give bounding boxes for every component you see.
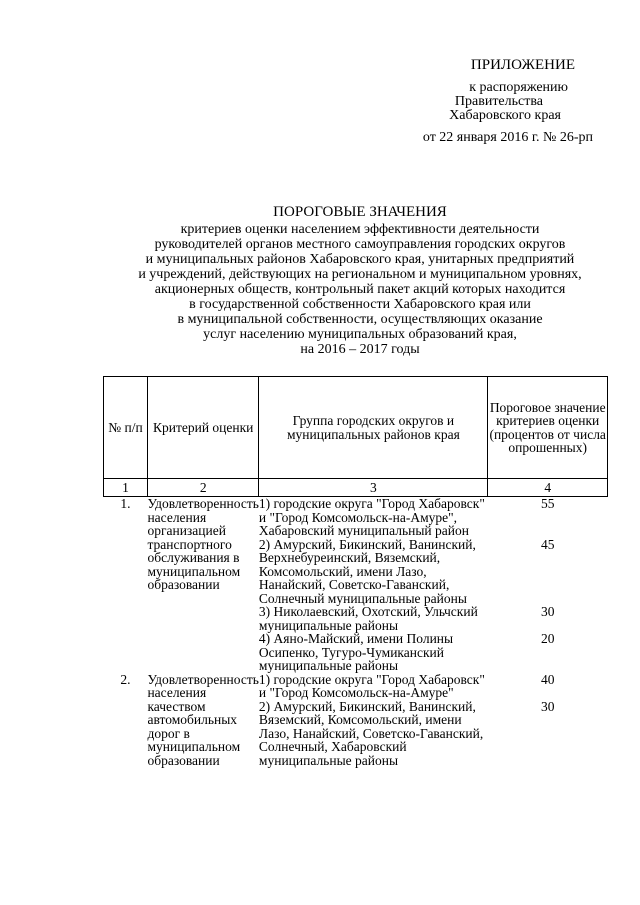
group-cell: 4) Аяно-Майский, имени Полины Осипенко, Тугуро-Чумиканский муниципальные районы	[258, 631, 454, 673]
document-title-block	[100, 205, 620, 357]
column-number: 1	[104, 479, 148, 497]
header-number: № п/п	[104, 377, 148, 479]
subtitle-line: на 2016 – 2017 годы	[300, 342, 420, 357]
document-subtitle	[100, 222, 620, 357]
subtitle-line: руководителей органов местного самоуправления городских округов	[154, 237, 566, 252]
table-header-row	[104, 377, 608, 479]
criterion-cell: Удовлетворенность населения качеством автомобильных дорог в муниципальном образовании	[147, 671, 259, 768]
header-criterion: Критерий оценки	[147, 377, 258, 479]
threshold-value: 45	[540, 536, 555, 552]
column-number: 4	[488, 479, 608, 497]
threshold-value: 20	[540, 631, 555, 646]
header-threshold: Пороговое значение критериев оценки (процентов от числа опрошенных)	[488, 377, 608, 479]
threshold-value: 30	[540, 698, 555, 714]
header-group: Группа городских округов и муниципальных районов края	[259, 377, 488, 479]
group-cell: 2) Амурский, Бикинский, Ванинский, Верхнебуреинский, Вяземский, Комсомольский, имени Лазо, Нанайский, Советско-Гаванский, Солнечный муниципальные районы	[258, 536, 476, 606]
criterion-cell: Удовлетворенность населения организацией транспортного обслуживания в муниципальном образовании	[147, 496, 259, 592]
appendix-title: ПРИЛОЖЕНИЕ	[470, 57, 575, 73]
group-cell: 1) городские округа "Город Хабаровск" и "Город Комсомольск-на-Амуре", Хабаровский муниципальный район	[258, 496, 485, 538]
threshold-value: 55	[540, 496, 555, 511]
appendix-line: Правительства	[454, 94, 543, 109]
appendix-line: Хабаровского края	[449, 108, 561, 123]
table-column-numbers-row	[104, 479, 608, 497]
group-cell: 3) Николаевский, Охотский, Ульчский муниципальные районы	[258, 604, 478, 633]
subtitle-line: в муниципальной собственности, осуществляющих оказание	[177, 312, 543, 327]
subtitle-line: и муниципальных районов Хабаровского края, унитарных предприятий	[145, 252, 575, 267]
subtitle-line: услуг населению муниципальных образований края,	[203, 327, 517, 342]
column-number: 3	[259, 479, 488, 497]
threshold-value: 40	[540, 671, 555, 687]
threshold-table	[103, 376, 608, 767]
group-cell: 2) Амурский, Бикинский, Ванинский, Вяземский, Комсомольский, имени Лазо, Нанайский, Советско-Гаванский, Солнечный, Хабаровский муниципальные районы	[258, 698, 484, 768]
group-cell: 1) городские округа "Город Хабаровск" и "Город Комсомольск-на-Амуре"	[258, 671, 485, 700]
subtitle-line: и учреждений, действующих на региональном и муниципальном уровнях,	[138, 267, 582, 282]
document-heading: ПОРОГОВЫЕ ЗНАЧЕНИЯ	[273, 204, 447, 220]
threshold-value: 30	[540, 604, 555, 619]
row-number: 1.	[120, 496, 131, 511]
subtitle-line: в государственной собственности Хабаровского края или	[189, 297, 531, 312]
appendix-block	[395, 58, 595, 145]
row-number: 2.	[120, 671, 131, 687]
subtitle-line: акционерных обществ, контрольный пакет акций которых находится	[154, 282, 566, 297]
appendix-date: от 22 января 2016 г. № 26-рп	[422, 130, 593, 145]
column-number: 2	[147, 479, 258, 497]
table-row	[104, 497, 608, 538]
subtitle-line: критериев оценки населением эффективности деятельности	[180, 222, 540, 237]
appendix-line: к распоряжению	[469, 80, 568, 95]
table-row	[104, 673, 608, 700]
